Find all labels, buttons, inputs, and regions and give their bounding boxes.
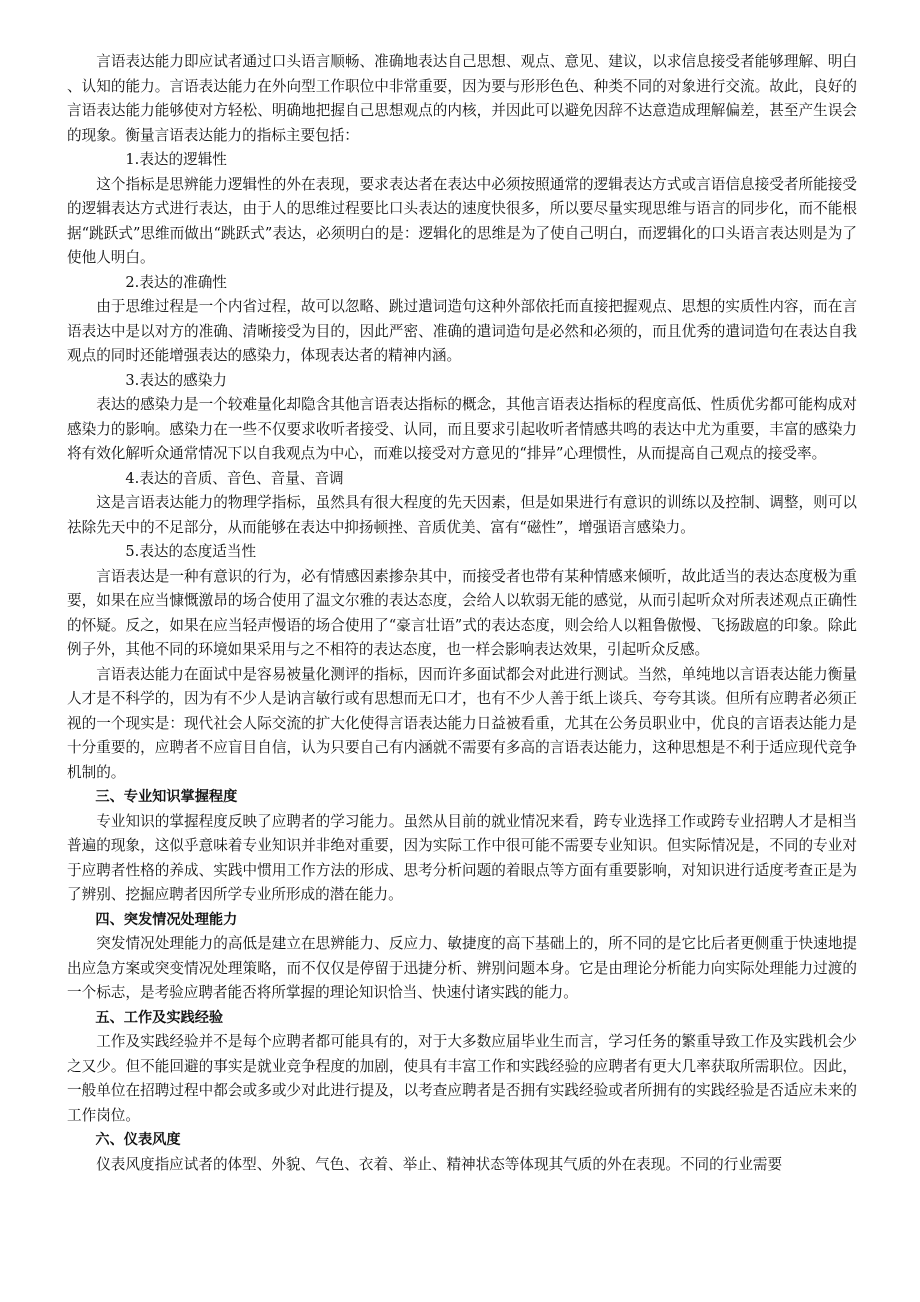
item-number: 1. xyxy=(125,151,140,168)
section-heading: 四、突发情况处理能力 xyxy=(95,911,238,928)
item-title: 表达的逻辑性 xyxy=(139,151,227,168)
indicator-item-title xyxy=(67,369,857,394)
item-number: 5. xyxy=(125,543,140,560)
section-heading: 五、工作及实践经验 xyxy=(95,1009,224,1026)
section-body: 专业知识的掌握程度反映了应聘者的学习能力。虽然从目前的就业情况来看，跨专业选择工作或跨专业招聘人才是相当普遍的现象，这似乎意味着专业知识并非绝对重要，因为实际工作中很可能不需要专业知识。但实际情况是，不同的专业对于应聘者性格的养成、实践中惯用工作方法的形成、思考分析问题的着眼点等方面有重要影响，对知识进行适度考查正是为了辨别、挖掘应聘者因所学专业所形成的潜在能力。 xyxy=(67,812,857,903)
item-title: 表达的感染力 xyxy=(139,371,227,389)
indicator-item-title xyxy=(67,540,857,565)
item-title: 表达的准确性 xyxy=(139,273,227,291)
document-page xyxy=(67,50,857,1177)
item-title: 表达的态度适当性 xyxy=(139,543,257,560)
item-number: 2. xyxy=(125,273,140,291)
section-body: 工作及实践经验并不是每个应聘者都可能具有的，对于大多数应届毕业生而言，学习任务的繁重导致工作及实践机会少之又少。但不能回避的事实是就业竞争程度的加剧，使具有丰富工作和实践经验的应聘者有更大几率获取所需职位。因此，一般单位在招聘过程中都会或多或少对此进行提及，以考查应聘者是否拥有实践经验或者所拥有的实践经验是否适应未来的工作岗位。 xyxy=(67,1033,857,1124)
section-heading: 六、仪表风度 xyxy=(95,1132,181,1148)
item-number: 4. xyxy=(125,469,140,487)
item-title: 表达的音质、音色、音量、音调 xyxy=(139,469,344,487)
item-number: 3. xyxy=(125,371,140,389)
indicator-item-body: 这个指标是思辨能力逻辑性的外在表现，要求表达者在表达中必须按照通常的逻辑表达方式或言语信息接受者所能接受的逻辑表达方式进行表达，由于人的思维过程要比口头表达的速度快很多，所以要尽量实现思维与语言的同步化，而不能根据“跳跃式”思维而做出“跳跃式”表达，必须明白的是：逻辑化的思维是为了使自己明白，而逻辑化的口头语言表达则是为了使他人明白。 xyxy=(67,175,857,266)
indicator-item-title xyxy=(67,271,857,296)
indicator-item-body: 由于思维过程是一个内省过程，故可以忽略、跳过遣词造句这种外部依托而直接把握观点、思想的实质性内容，而在言语表达中是以对方的准确、清晰接受为目的，因此严密、准确的遣词造句是必然和必须的，而且优秀的遣词造句在表达自我观点的同时还能增强表达的感染力，体现表达者的精神内涵。 xyxy=(67,298,857,364)
indicator-item-title xyxy=(67,467,857,492)
closing-paragraph: 言语表达能力在面试中是容易被量化测评的指标，因而许多面试都会对此进行测试。当然，单纯地以言语表达能力衡量人才是不科学的，因为有不少人是讷言敏行或有思想而无口才，也有不少人善于纸上谈兵、夸夸其谈。但所有应聘者必须正视的一个现实是：现代社会人际交流的扩大化使得言语表达能力日益被看重，尤其在公务员职业中，优良的言语表达能力是十分重要的，应聘者不应盲目自信，认为只要自己有内涵就不需要有多高的言语表达能力，这种思想是不利于适应现代竞争机制的。 xyxy=(67,665,857,781)
section-body: 仪表风度指应试者的体型、外貌、气色、衣着、举止、精神状态等体现其气质的外在表现。不同的行业需要 xyxy=(96,1155,783,1173)
section-heading: 三、专业知识掌握程度 xyxy=(95,789,238,805)
section-body: 突发情况处理能力的高低是建立在思辨能力、反应力、敏捷度的高下基础上的，所不同的是它比后者更侧重于快速地提出应急方案或突变情况处理策略，而不仅仅是停留于迅捷分析、辨别问题本身。它是由理论分析能力向实际处理能力过渡的一个标志，是考验应聘者能否将所掌握的理论知识恰当、快速付诸实践的能力。 xyxy=(67,935,857,1001)
indicator-item-body: 这是言语表达能力的物理学指标，虽然具有很大程度的先天因素，但是如果进行有意识的训练以及控制、调整，则可以祛除先天中的不足部分，从而能够在表达中抑扬顿挫、音质优美、富有“磁性”，增强语言感染力。 xyxy=(67,494,857,536)
indicator-item-title xyxy=(67,148,857,173)
intro-paragraph: 言语表达能力即应试者通过口头语言顺畅、准确地表达自己思想、观点、意见、建议，以求信息接受者能够理解、明白、认知的能力。言语表达能力在外向型工作职位中非常重要，因为要与形形色色、种类不同的对象进行交流。故此，良好的言语表达能力能够使对方轻松、明确地把握自己思想观点的内核，并因此可以避免因辞不达意造成理解偏差，甚至产生误会的现象。衡量言语表达能力的指标主要包括： xyxy=(67,53,857,144)
indicator-item-body: 表达的感染力是一个较难量化却隐含其他言语表达指标的概念，其他言语表达指标的程度高低、性质优劣都可能构成对感染力的影响。感染力在一些不仅要求收听者接受、认同，而且要求引起收听者情感共鸣的表达中尤为重要，丰富的感染力将有效化解听众通常情况下以自我观点为中心，而难以接受对方意见的“排异”心理惯性，从而提高自己观点的接受率。 xyxy=(67,396,857,462)
indicator-item-body: 言语表达是一种有意识的行为，必有情感因素掺杂其中，而接受者也带有某种情感来倾听，故此适当的表达态度极为重要，如果在应当慷慨激昂的场合使用了温文尔雅的表达态度，会给人以软弱无能的感觉，从而引起听众对所表述观点正确性的怀疑。反之，如果在应当轻声慢语的场合使用了“豪言壮语”式的表达态度，则会给人以粗鲁傲慢、飞扬跋扈的印象。除此例子外，其他不同的环境如果采用与之不相符的表达态度，也一样会影响表达效果，引起听众反感。 xyxy=(67,567,857,658)
